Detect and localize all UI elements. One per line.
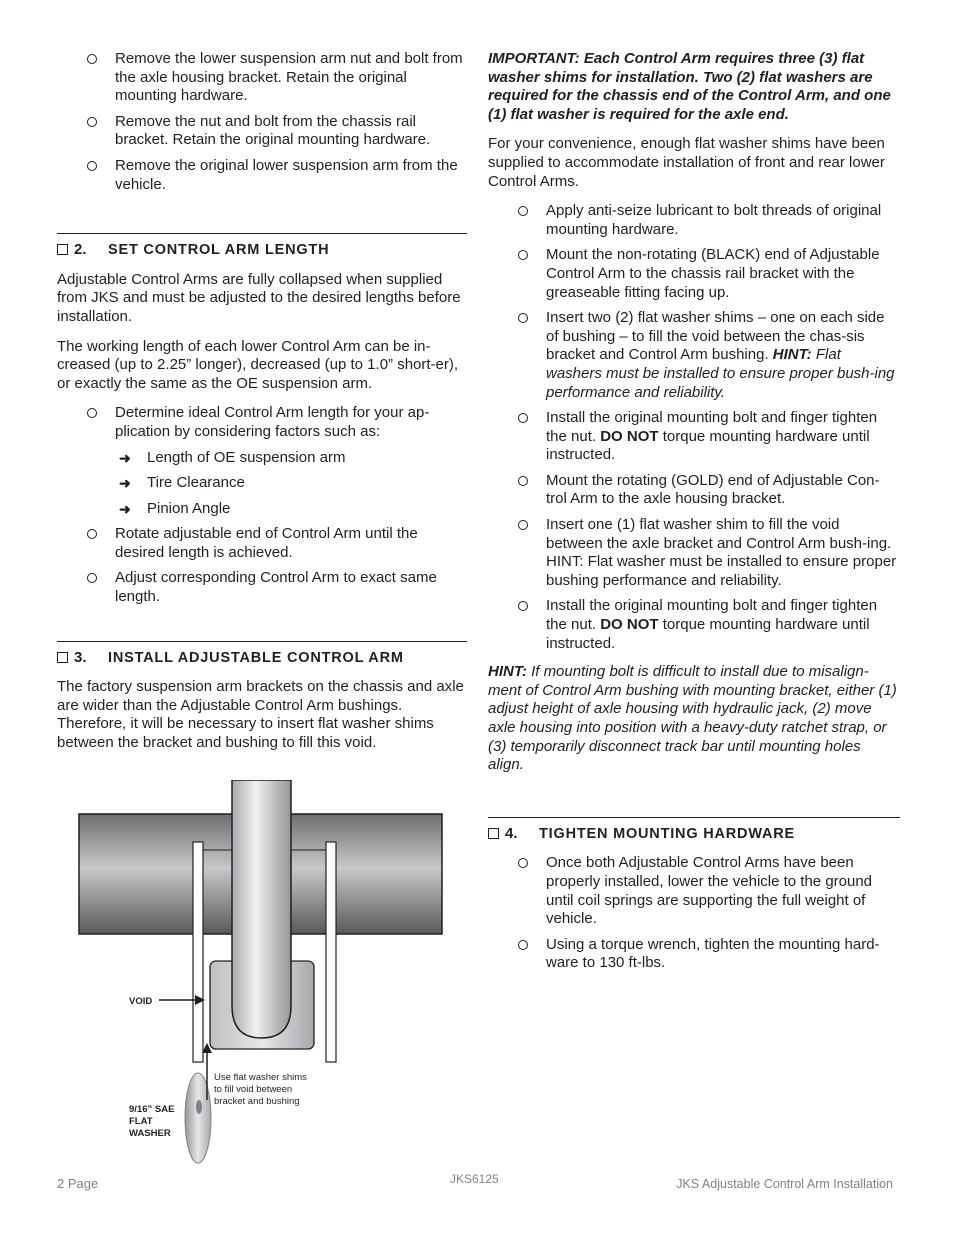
checkbox-icon (57, 244, 68, 255)
checkbox-icon (488, 828, 499, 839)
list-item: Using a torque wrench, tighten the mounting hard-ware to 130 ft-lbs. (488, 936, 900, 973)
document-code: JKS6125 (450, 1172, 499, 1186)
paragraph: Adjustable Control Arms are fully collapsed when supplied from JKS and must be adjusted to the desired lengths before installation. (57, 270, 461, 325)
paragraph: The factory suspension arm brackets on the chassis and axle are wider than the Adjustable Control Arm bushings. Therefore, it will be necessary to insert flat washer shims between the bracket and bushing to fill this void. (57, 678, 464, 752)
list-item: Insert one (1) flat washer shim to fill the void between the axle bracket and Control Arm bush-ing. HINT: Flat washer must be installed to ensure proper bushing performance and reliability. (488, 516, 900, 590)
important-note: IMPORTANT: Each Control Arm requires three (3) flat washer shims for installation. Two (2) flat washers are required for the chassis end of the Control Arm, and one (1) flat washer is required for the axle end. (488, 50, 891, 123)
paragraph: For your convenience, enough flat washer shims have been supplied to accommodate installation of front and rear lower Control Arms. (488, 135, 885, 190)
length-steps (57, 404, 467, 606)
tighten-steps (488, 854, 900, 973)
hint-paragraph: HINT: If mounting bolt is difficult to install due to misalign-ment of Control Arm bushing with mounting bracket, either (1) adjust height of axle housing with hydraulic jack, (2) move axle housing into position with a heavy-duty ratchet strap, or (3) temporarily disconnect track bar until mounting holes align. (488, 663, 897, 774)
list-item: ➜ Pinion Angle (57, 500, 467, 519)
control-arm (232, 780, 291, 1038)
list-item: Adjust corresponding Control Arm to exact same length. (57, 569, 467, 606)
list-item: Mount the rotating (GOLD) end of Adjustable Con-trol Arm to the axle housing bracket. (488, 472, 900, 509)
list-item: Mount the non-rotating (BLACK) end of Adjustable Control Arm to the chassis rail bracket with the greaseable fitting facing up. (488, 246, 900, 302)
list-item: Install the original mounting bolt and finger tighten the nut. DO NOT torque mounting hardware until instructed. (488, 597, 900, 653)
section-4-heading: 4. TIGHTEN MOUNTING HARDWARE (488, 817, 900, 844)
section-2-heading: 2. SET CONTROL ARM LENGTH (57, 233, 467, 260)
list-item: Apply anti-seize lubricant to bolt threads of original mounting hardware. (488, 202, 900, 239)
washer-hole (196, 1100, 202, 1114)
list-item: Rotate adjustable end of Control Arm until the desired length is achieved. (57, 525, 467, 562)
list-item: Remove the lower suspension arm nut and bolt from the axle housing bracket. Retain the original mounting hardware. (57, 50, 467, 106)
removal-steps (57, 50, 467, 194)
document-title: JKS Adjustable Control Arm Installation (676, 1177, 893, 1191)
list-item: ➜ Length of OE suspension arm (57, 449, 467, 468)
section-3-heading: 3. INSTALL ADJUSTABLE CONTROL ARM (57, 641, 467, 668)
bracket-bushing-diagram (0, 780, 470, 1170)
list-item: Insert two (2) flat washer shims – one on each side of bushing – to fill the void between the chas-sis bracket and Control Arm bushing. HINT: Flat washers must be installed to ensure proper bush-ing performance and reliability. (488, 309, 900, 402)
bracket-plate (193, 842, 203, 1062)
list-item: Install the original mounting bolt and finger tighten the nut. DO NOT torque mounting hardware until instructed. (488, 409, 900, 465)
washer-label: 9/16” SAE FLAT WASHER (129, 1104, 175, 1139)
void-label: VOID (129, 996, 153, 1007)
section-title: TIGHTEN MOUNTING HARDWARE (539, 825, 796, 842)
left-column (57, 50, 467, 764)
list-item: Once both Adjustable Control Arms have been properly installed, lower the vehicle to the ground until coil springs are supporting the full weight of vehicle. (488, 854, 900, 928)
list-item: Determine ideal Control Arm length for your ap-plication by considering factors such as: (57, 404, 467, 441)
checkbox-icon (57, 652, 68, 663)
list-item: Remove the nut and bolt from the chassis rail bracket. Retain the original mounting hardware. (57, 113, 467, 150)
page-number: 2 Page (57, 1176, 99, 1191)
paragraph: The working length of each lower Control Arm can be in-creased (up to 2.25” longer), decreased (up to 1.0” short-er), or exactly the same as the OE suspension arm. (57, 337, 459, 392)
washer-note: Use flat washer shims to fill void between bracket and bushing (214, 1072, 307, 1107)
right-column (488, 50, 900, 980)
list-item: Remove the original lower suspension arm from the vehicle. (57, 157, 467, 194)
section-title: INSTALL ADJUSTABLE CONTROL ARM (108, 649, 404, 666)
installation-steps (488, 202, 900, 653)
section-title: SET CONTROL ARM LENGTH (108, 242, 330, 259)
list-item: ➜ Tire Clearance (57, 474, 467, 493)
bracket-plate (326, 842, 336, 1062)
